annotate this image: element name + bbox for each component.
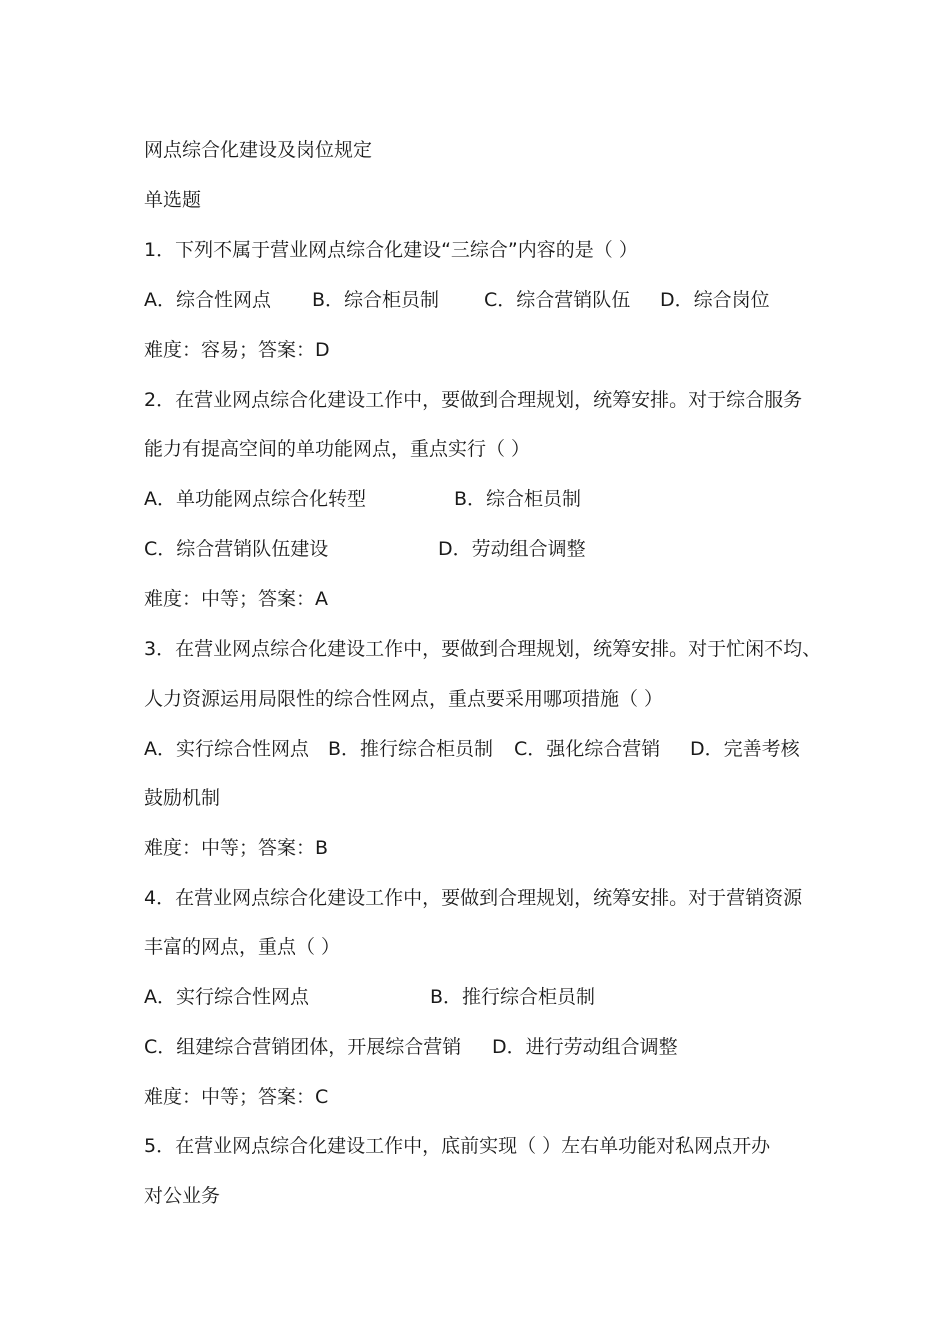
question-4-option-c: C．组建综合营销团体，开展综合营销 — [144, 1036, 462, 1058]
question-4-stem-line-2: 丰富的网点，重点（ ） — [144, 936, 341, 958]
question-3-option-b: B．推行综合柜员制 — [328, 738, 494, 760]
question-4-option-d: D．进行劳动组合调整 — [492, 1036, 678, 1058]
question-1-option-c: C．综合营销队伍 — [484, 289, 631, 311]
question-3-meta: 难度：中等；答案：B — [144, 837, 329, 859]
question-3-option-d: D．完善考核 — [690, 738, 800, 760]
question-3-stem-line-2: 人力资源运用局限性的综合性网点，重点要采用哪项措施（ ） — [144, 688, 664, 710]
question-4-option-b: B．推行综合柜员制 — [430, 986, 596, 1008]
section-heading: 单选题 — [144, 189, 202, 211]
question-4-stem-line-1: 4．在营业网点综合化建设工作中，要做到合理规划，统筹安排。对于营销资源 — [144, 887, 803, 909]
question-4-option-a: A．实行综合性网点 — [144, 986, 309, 1008]
document-title: 网点综合化建设及岗位规定 — [144, 139, 373, 161]
question-5-stem-line-1: 5．在营业网点综合化建设工作中，底前实现（ ）左右单功能对私网点开办 — [144, 1135, 771, 1157]
question-1-stem: 1．下列不属于营业网点综合化建设“三综合”内容的是（ ） — [144, 239, 638, 261]
question-1-option-b: B．综合柜员制 — [312, 289, 440, 311]
question-2-stem-line-1: 2．在营业网点综合化建设工作中，要做到合理规划，统筹安排。对于综合服务 — [144, 389, 803, 411]
question-2-option-a: A．单功能网点综合化转型 — [144, 488, 366, 510]
question-2-meta: 难度：中等；答案：A — [144, 588, 328, 610]
question-1-option-a: A．综合性网点 — [144, 289, 271, 311]
question-3-option-c: C．强化综合营销 — [514, 738, 661, 760]
question-4-meta: 难度：中等；答案：C — [144, 1086, 329, 1108]
question-1-meta: 难度：容易；答案：D — [144, 339, 330, 361]
question-2-option-b: B．综合柜员制 — [454, 488, 582, 510]
question-2-option-c: C．综合营销队伍建设 — [144, 538, 329, 560]
question-3-option-a: A．实行综合性网点 — [144, 738, 309, 760]
question-2-option-d: D．劳动组合调整 — [438, 538, 586, 560]
question-2-stem-line-2: 能力有提高空间的单功能网点，重点实行（ ） — [144, 438, 531, 460]
question-1-option-d: D．综合岗位 — [660, 289, 770, 311]
question-3-option-continuation: 鼓励机制 — [144, 787, 221, 809]
question-5-stem-line-2: 对公业务 — [144, 1185, 221, 1207]
question-3-stem-line-1: 3．在营业网点综合化建设工作中，要做到合理规划，统筹安排。对于忙闲不均、 — [144, 638, 822, 660]
